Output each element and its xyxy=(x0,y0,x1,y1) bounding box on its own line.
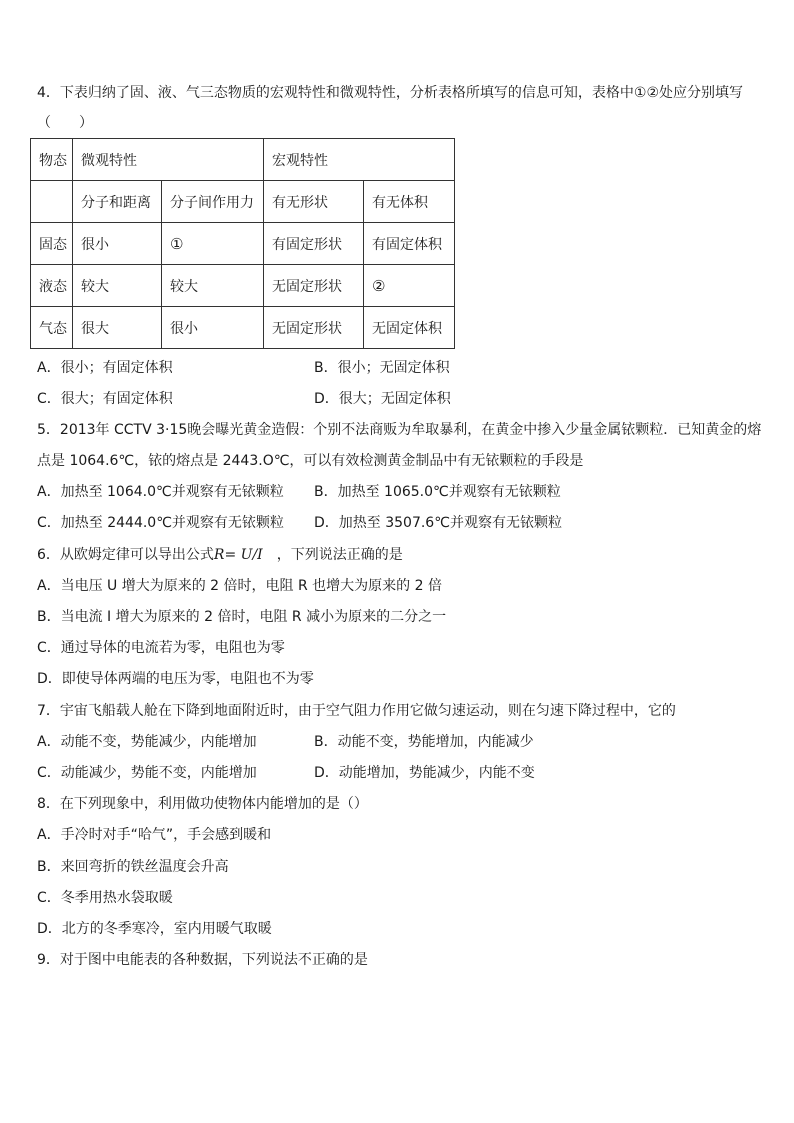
table-header-row xyxy=(31,139,455,181)
q4-stem-line2: （ ） xyxy=(37,115,93,131)
table-cell: 液态 xyxy=(31,265,73,307)
q6-option-b[interactable]: B．当电流 I 增大为原来的 2 倍时，电阻 R 减小为原来的二分之一 xyxy=(37,609,447,625)
q4-option-a[interactable]: A．很小；有固定体积 xyxy=(37,360,173,376)
q7-option-c[interactable]: C．动能减少，势能不变，内能增加 xyxy=(37,765,257,781)
q8-option-c[interactable]: C．冬季用热水袋取暖 xyxy=(37,890,173,906)
q9-stem: 9．对于图中电能表的各种数据，下列说法不正确的是 xyxy=(37,952,368,968)
q5-stem-line1: 5．2013年 CCTV 3·15晚会曝光黄金造假：个别不法商贩为牟取暴利，在黄金中掺入少量金属铱颗粒．已知黄金的熔 xyxy=(37,422,762,438)
q4-table xyxy=(30,138,455,349)
q8-stem: 8．在下列现象中，利用做功使物体内能增加的是（） xyxy=(37,796,368,812)
table-cell: 微观特性 xyxy=(73,139,264,181)
q7-option-b[interactable]: B．动能不变，势能增加，内能减少 xyxy=(314,734,534,750)
q6-option-c[interactable]: C．通过导体的电流若为零，电阻也为零 xyxy=(37,640,285,656)
table-cell: 分子间作用力 xyxy=(162,181,264,223)
q7-stem: 7．宇宙飞船载人舱在下降到地面附近时，由于空气阻力作用它做匀速运动，则在匀速下降过程中，它的 xyxy=(37,703,676,719)
q6-option-d[interactable]: D．即使导体两端的电压为零，电阻也不为零 xyxy=(37,671,314,687)
q6-stem xyxy=(37,545,403,565)
table-cell: 很小 xyxy=(162,307,264,349)
table-cell: 较大 xyxy=(73,265,162,307)
q6-option-a[interactable]: A．当电压 U 增大为原来的 2 倍时，电阻 R 也增大为原来的 2 倍 xyxy=(37,578,442,594)
table-cell: 有固定体积 xyxy=(364,223,455,265)
table-row xyxy=(31,265,455,307)
table-cell: 无固定形状 xyxy=(264,265,364,307)
q5-stem-line2: 点是 1064.6℃，铱的熔点是 2443.O℃，可以有效检测黄金制品中有无铱颗粒的手段是 xyxy=(37,453,584,469)
table-cell: 物态 xyxy=(31,139,73,181)
q4-stem-line1: 4．下表归纳了固、液、气三态物质的宏观特性和微观特性，分析表格所填写的信息可知，表格中①②处应分别填写 xyxy=(37,85,744,101)
table-subheader-row xyxy=(31,181,455,223)
table-cell: 有固定形状 xyxy=(264,223,364,265)
q4-option-b[interactable]: B．很小；无固定体积 xyxy=(314,360,450,376)
q4-option-d[interactable]: D．很大；无固定体积 xyxy=(314,391,451,407)
q7-option-d[interactable]: D．动能增加，势能减少，内能不变 xyxy=(314,765,535,781)
q8-option-a[interactable]: A．手冷时对手“哈气”，手会感到暖和 xyxy=(37,827,272,843)
table-row xyxy=(31,223,455,265)
table-cell: 很大 xyxy=(73,307,162,349)
q8-option-d[interactable]: D．北方的冬季寒冷，室内用暖气取暖 xyxy=(37,921,272,937)
q8-option-b[interactable]: B．来回弯折的铁丝温度会升高 xyxy=(37,859,229,875)
q4-option-c[interactable]: C．很大；有固定体积 xyxy=(37,391,173,407)
table-cell: 固态 xyxy=(31,223,73,265)
q5-option-a[interactable]: A．加热至 1064.0℃并观察有无铱颗粒 xyxy=(37,484,284,500)
table-cell: 很小 xyxy=(73,223,162,265)
q7-option-a[interactable]: A．动能不变，势能减少，内能增加 xyxy=(37,734,257,750)
table-cell: 有无体积 xyxy=(364,181,455,223)
table-cell: 气态 xyxy=(31,307,73,349)
blank-1-marker: ① xyxy=(162,223,264,265)
q6-stem-suffix: ，下列说法正确的是 xyxy=(276,547,403,563)
table-cell: 宏观特性 xyxy=(264,139,455,181)
table-cell xyxy=(31,181,73,223)
table-cell: 无固定体积 xyxy=(364,307,455,349)
q6-stem-prefix: 6．从欧姆定律可以导出公式 xyxy=(37,547,214,563)
q5-option-d[interactable]: D．加热至 3507.6℃并观察有无铱颗粒 xyxy=(314,515,562,531)
table-cell: 分子和距离 xyxy=(73,181,162,223)
table-cell: 较大 xyxy=(162,265,264,307)
table-row xyxy=(31,307,455,349)
q5-option-b[interactable]: B．加热至 1065.0℃并观察有无铱颗粒 xyxy=(314,484,561,500)
ohm-formula: R= U/I xyxy=(213,547,263,563)
table-cell: 有无形状 xyxy=(264,181,364,223)
q5-option-c[interactable]: C．加热至 2444.0℃并观察有无铱颗粒 xyxy=(37,515,284,531)
blank-2-marker: ② xyxy=(364,265,455,307)
table-cell: 无固定形状 xyxy=(264,307,364,349)
